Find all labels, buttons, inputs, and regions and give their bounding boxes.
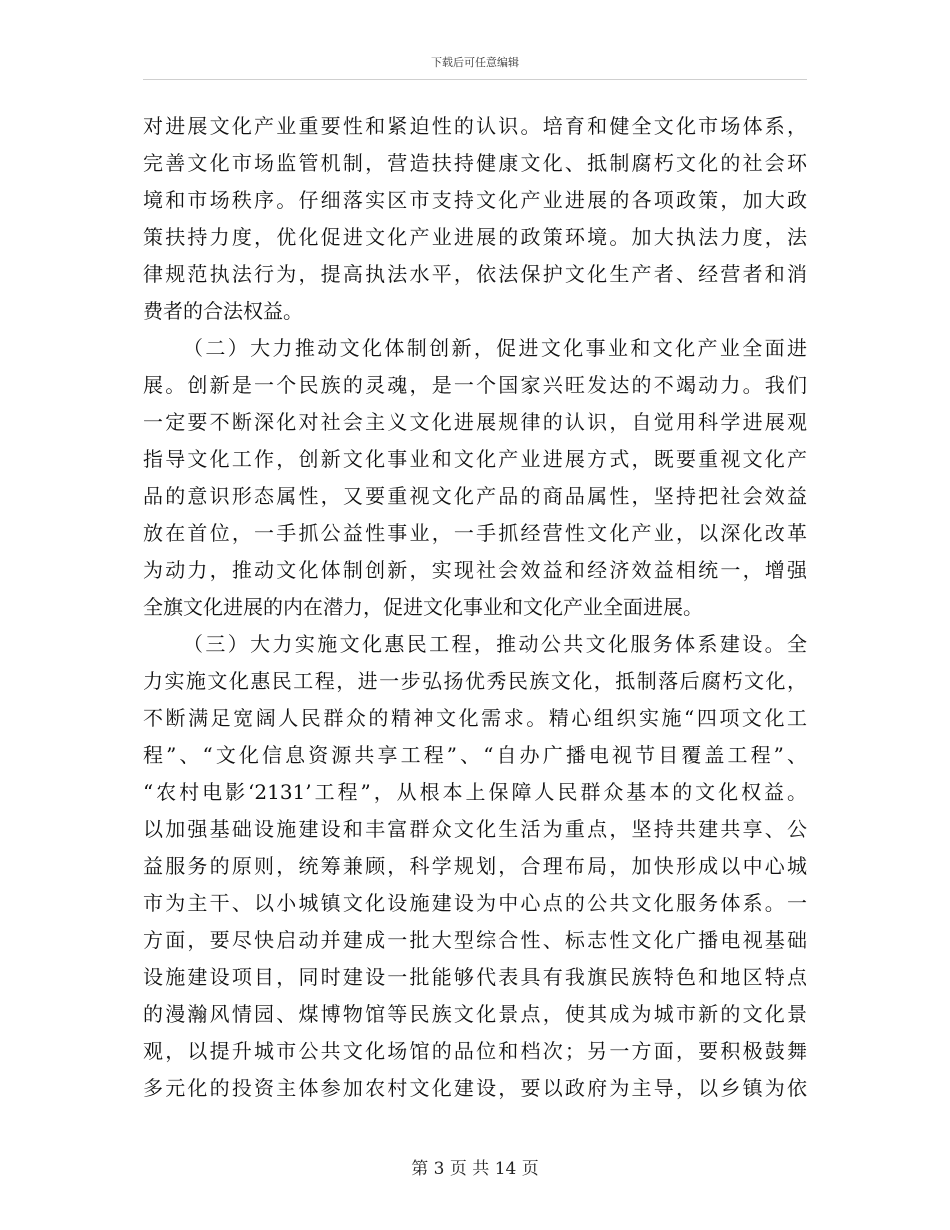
text-line: 程”、“文化信息资源共享工程”、“自办广播电视节目覆盖工程”、 <box>143 743 807 767</box>
text-line: 力实施文化惠民工程，进一步弘扬优秀民族文化，抵制落后腐朽文化， <box>143 669 807 693</box>
text-line: 律规范执法行为，提高执法水平，依法保护文化生产者、经营者和消 <box>143 262 807 286</box>
text-line: 放在首位，一手抓公益性事业，一手抓经营性文化产业，以深化改革 <box>143 521 807 545</box>
text-line: 不断满足宽阔人民群众的精神文化需求。精心组织实施“四项文化工 <box>143 706 807 730</box>
text-line: 一定要不断深化对社会主义文化进展规律的认识，自觉用科学进展观 <box>143 410 807 434</box>
text-line: 完善文化市场监管机制，营造扶持健康文化、抵制腐朽文化的社会环 <box>143 151 807 175</box>
text-line: 为动力，推动文化体制创新，实现社会效益和经济效益相统一，增强 <box>143 558 807 582</box>
text-line: 指导文化工作，创新文化事业和文化产业进展方式，既要重视文化产 <box>143 447 807 471</box>
text-line: 设施建设项目，同时建设一批能够代表具有我旗民族特色和地区特点 <box>143 965 807 989</box>
text-line: 观，以提升城市公共文化场馆的品位和档次；另一方面，要积极鼓舞 <box>143 1039 807 1063</box>
paragraph-heading-line: （三）大力实施文化惠民工程，推动公共文化服务体系建设。全 <box>183 632 807 656</box>
text-line: 方面，要尽快启动并建成一批大型综合性、标志性文化广播电视基础 <box>143 928 807 952</box>
text-line: 对进展文化产业重要性和紧迫性的认识。培育和健全文化市场体系， <box>143 114 807 138</box>
text-line: 以加强基础设施建设和丰富群众文化生活为重点，坚持共建共享、公 <box>143 817 807 841</box>
text-line: 市为主干、以小城镇文化设施建设为中心点的公共文化服务体系。一 <box>143 891 807 915</box>
header-divider <box>143 79 807 80</box>
page-header: 下载后可任意编辑 <box>431 56 519 69</box>
text-line: 益服务的原则，统筹兼顾，科学规划，合理布局，加快形成以中心城 <box>143 854 807 878</box>
text-line: “农村电影‘2131’工程”，从根本上保障人民群众基本的文化权益。 <box>143 780 807 804</box>
document-body <box>143 108 807 1107</box>
text-line: 展。创新是一个民族的灵魂，是一个国家兴旺发达的不竭动力。我们 <box>143 373 807 397</box>
text-line: 品的意识形态属性，又要重视文化产品的商品属性，坚持把社会效益 <box>143 484 807 508</box>
page-number-footer: 第 3 页 共 14 页 <box>411 1159 539 1179</box>
text-line: 的漫瀚风情园、煤博物馆等民族文化景点，使其成为城市新的文化景 <box>143 1002 807 1026</box>
text-line: 境和市场秩序。仔细落实区市支持文化产业进展的各项政策，加大政 <box>143 188 807 212</box>
text-line: 策扶持力度，优化促进文化产业进展的政策环境。加大执法力度，法 <box>143 225 807 249</box>
text-line: 全旗文化进展的内在潜力，促进文化事业和文化产业全面进展。 <box>143 595 703 619</box>
paragraph-heading-line: （二）大力推动文化体制创新，促进文化事业和文化产业全面进 <box>183 336 807 360</box>
text-line: 费者的合法权益。 <box>143 299 303 323</box>
text-line: 多元化的投资主体参加农村文化建设，要以政府为主导，以乡镇为依 <box>143 1076 807 1100</box>
